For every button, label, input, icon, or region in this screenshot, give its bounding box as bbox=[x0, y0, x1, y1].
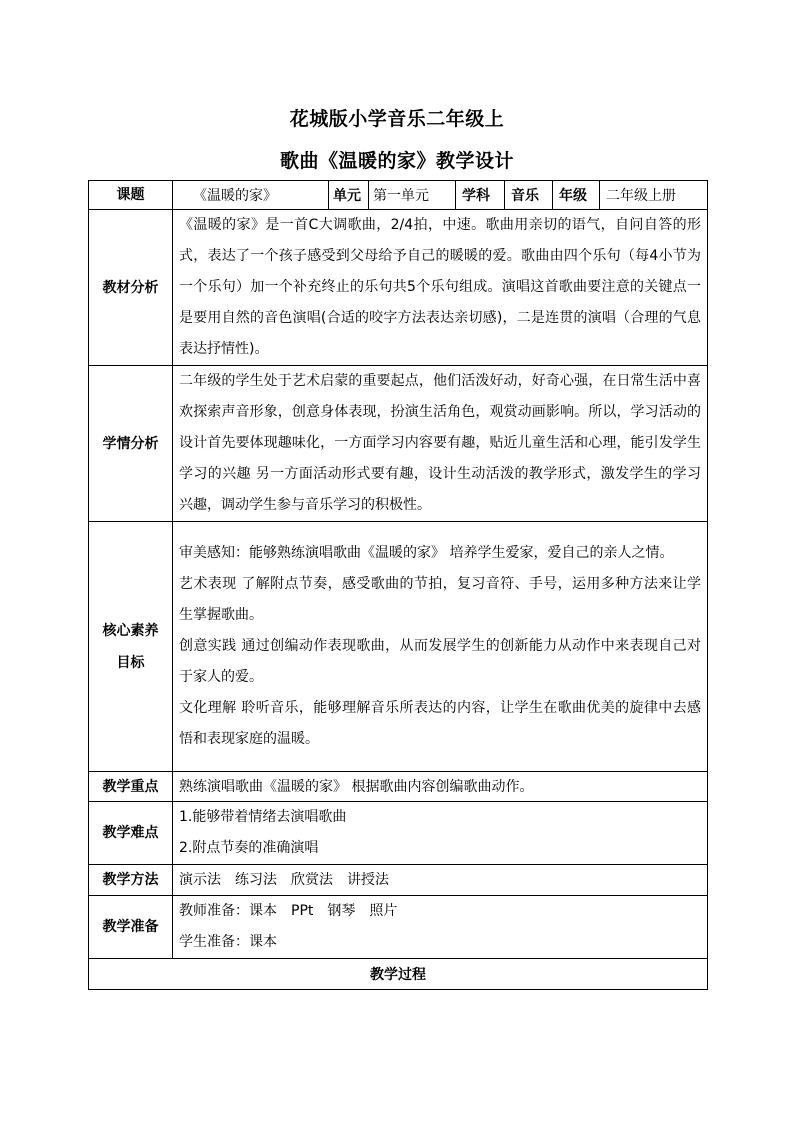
table-row-difficulties bbox=[89, 802, 708, 865]
core-goals-label-line1: 核心素养 bbox=[102, 622, 159, 639]
grade-label: 年级 bbox=[553, 181, 600, 210]
key-points-text: 熟练演唱歌曲《温暖的家》 根据歌曲内容创编歌曲动作。 bbox=[173, 772, 708, 802]
table-row-methods bbox=[89, 865, 708, 896]
subject-label: 学科 bbox=[456, 181, 505, 210]
grade-value: 二年级上册 bbox=[600, 181, 708, 210]
table-row-process bbox=[89, 959, 708, 990]
table-row-goals bbox=[89, 522, 708, 772]
teacher-preparation: 教师准备：课本 PPt 钢琴 照片 bbox=[179, 903, 398, 919]
difficulty-item: 1.能够带着情绪去演唱歌曲 bbox=[179, 809, 347, 825]
difficulty-item: 2.附点节奏的准确演唱 bbox=[179, 840, 319, 856]
subject-value: 音乐 bbox=[505, 181, 553, 210]
document-subtitle: 歌曲《温暖的家》教学设计 bbox=[279, 150, 514, 172]
student-preparation: 学生准备：课本 bbox=[179, 934, 277, 950]
preparation-label: 教学准备 bbox=[89, 896, 173, 959]
unit-value: 第一单元 bbox=[369, 181, 456, 210]
core-goals-label bbox=[89, 522, 173, 772]
difficulties-label: 教学难点 bbox=[89, 802, 173, 865]
material-analysis-text: 《温暖的家》是一首C大调歌曲，2/4拍，中速。歌曲用亲切的语气，自问自答的形式，表达了一个孩子感受到父母给予自己的暖暖的爱。歌曲由四个乐句（每4小节为一个乐句）加一个补充终止的乐句共5个乐句组成。演唱这首歌曲要注意的关键点一是要用自然的音色演唱(合适的咬字方法表达亲切感)，二是连贯的演唱（合理的气息表达抒情性)。 bbox=[173, 210, 708, 366]
goal-culture: 文化理解 聆听音乐，能够理解音乐所表达的内容，让学生在歌曲优美的旋律中去感悟和表现家庭的温暖。 bbox=[179, 700, 701, 747]
table-row-header bbox=[89, 181, 708, 210]
table-row-material bbox=[89, 210, 708, 366]
student-analysis-label: 学情分析 bbox=[89, 366, 173, 522]
core-goals-label-line2: 目标 bbox=[116, 654, 145, 671]
methods-text: 演示法 练习法 欣赏法 讲授法 bbox=[173, 865, 708, 896]
document-title: 花城版小学音乐二年级上 bbox=[289, 108, 505, 130]
table-row-key-points bbox=[89, 772, 708, 802]
student-analysis-text: 二年级的学生处于艺术启蒙的重要起点，他们活泼好动，好奇心强，在日常生活中喜欢探索声音形象，创意身体表现，扮演生活角色，观赏动画影响。所以，学习活动的设计首先要体现趣味化，一方面学习内容要有趣，贴近儿童生活和心理，能引发学生学习的兴趣 另一方面活动形式要有趣，设计生动活泼的教学形式，激发学生的学习兴趣，调动学生参与音乐学习的积极性。 bbox=[173, 366, 708, 522]
difficulties-content bbox=[173, 802, 708, 865]
unit-label: 单元 bbox=[329, 181, 369, 210]
goal-expression: 艺术表现 了解附点节奏，感受歌曲的节拍，复习音符、手号，运用多种方法来让学生掌握歌曲。 bbox=[179, 576, 701, 623]
goal-aesthetic: 审美感知：能够熟练演唱歌曲《温暖的家》 培养学生爱家，爱自己的亲人之情。 bbox=[179, 545, 674, 561]
material-analysis-label: 教材分析 bbox=[89, 210, 173, 366]
table-row-students bbox=[89, 366, 708, 522]
topic-value: 《温暖的家》 bbox=[173, 181, 329, 210]
goal-creativity: 创意实践 通过创编动作表现歌曲，从而发展学生的创新能力从动作中来表现自己对于家人的爱。 bbox=[179, 638, 701, 685]
preparation-content bbox=[173, 896, 708, 959]
topic-label: 课题 bbox=[89, 181, 173, 210]
teaching-process-header: 教学过程 bbox=[89, 959, 708, 990]
table-row-preparation bbox=[89, 896, 708, 959]
methods-label: 教学方法 bbox=[89, 865, 173, 896]
key-points-label: 教学重点 bbox=[89, 772, 173, 802]
core-goals-content bbox=[173, 522, 708, 772]
lesson-plan-table bbox=[88, 180, 708, 990]
